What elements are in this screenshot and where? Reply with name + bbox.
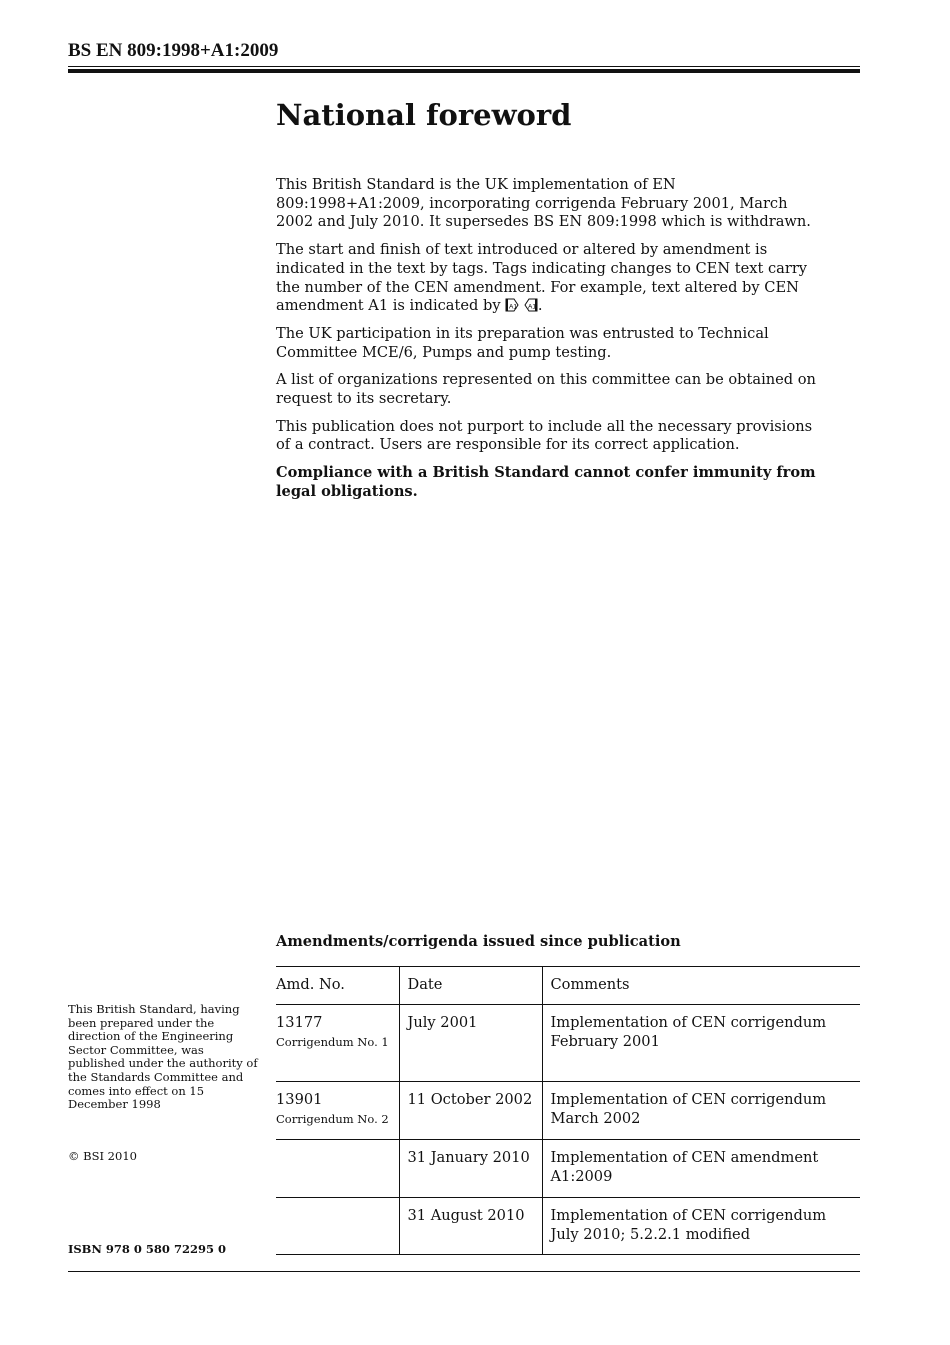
table-row bbox=[276, 1082, 860, 1140]
date-cell: 31 January 2010 bbox=[399, 1140, 542, 1198]
paragraph-tags-end: . bbox=[537, 297, 543, 315]
table-row bbox=[276, 1140, 860, 1198]
amd-no-cell bbox=[276, 1005, 399, 1082]
amendment-start-tag-icon bbox=[505, 298, 519, 312]
isbn: ISBN 978 0 580 72295 0 bbox=[68, 1242, 226, 1256]
amd-no-cell bbox=[276, 1140, 399, 1198]
paragraph-compliance: Compliance with a British Standard cannot confer immunity from legal obligations. bbox=[276, 464, 816, 500]
paragraph-tags-text: The start and finish of text introduced or altered by amendment is indicated in the text by tags. Tags indicating changes to CEN text carry the number of the CEN amendment. For example, text altered by CEN amendment A1 is indicated by bbox=[276, 241, 808, 315]
amendments-caption: Amendments/corrigenda issued since publication bbox=[276, 933, 681, 950]
paragraph-committee: The UK participation in its preparation was entrusted to Technical Committee MCE/6, Pumps and pump testing. bbox=[276, 324, 769, 361]
comments-cell: Implementation of CEN corrigendum July 2010; 5.2.2.1 modified bbox=[542, 1198, 860, 1255]
publication-note: This British Standard, having been prepared under the direction of the Engineering Sector Committee, was published under the authority of the Standards Committee and comes into effect on 15 December 1998 bbox=[68, 1002, 258, 1112]
footer-rule bbox=[68, 1271, 860, 1272]
paragraph-tags bbox=[276, 241, 824, 316]
amd-no: 13177 bbox=[276, 1014, 323, 1031]
date-cell: 11 October 2002 bbox=[399, 1082, 542, 1140]
amendment-end-tag-icon bbox=[524, 298, 538, 312]
table-row bbox=[276, 1005, 860, 1082]
paragraph-implementation: This British Standard is the UK implementation of EN 809:1998+A1:2009, incorporating corrigenda February 2001, March 2002 and July 2010. It supersedes BS EN 809:1998 which is withdrawn. bbox=[276, 176, 811, 231]
end-tag-label: A1 bbox=[527, 303, 536, 311]
header-rule-thin bbox=[68, 66, 860, 67]
header-rule-thick bbox=[68, 69, 860, 73]
header-date: Date bbox=[399, 967, 542, 1005]
header-comments: Comments bbox=[542, 967, 860, 1005]
amd-no-cell bbox=[276, 1082, 399, 1140]
start-tag-label: A1 bbox=[509, 303, 518, 311]
foreword-body bbox=[276, 176, 824, 511]
paragraph-contract: This publication does not purport to include all the necessary provisions of a contract. Users are responsible for its correct application. bbox=[276, 417, 813, 454]
header-amd-no: Amd. No. bbox=[276, 967, 399, 1005]
amd-sub: Corrigendum No. 1 bbox=[276, 1034, 389, 1049]
page-title: National foreword bbox=[276, 98, 572, 132]
comments-cell: Implementation of CEN corrigendum February 2001 bbox=[542, 1005, 860, 1082]
table-row bbox=[276, 1198, 860, 1255]
comments-cell: Implementation of CEN amendment A1:2009 bbox=[542, 1140, 860, 1198]
amd-no: 13901 bbox=[276, 1091, 323, 1108]
date-cell: July 2001 bbox=[399, 1005, 542, 1082]
table-header-row bbox=[276, 967, 860, 1005]
copyright: © BSI 2010 bbox=[68, 1149, 137, 1163]
amd-sub: Corrigendum No. 2 bbox=[276, 1111, 389, 1126]
amd-no-cell bbox=[276, 1198, 399, 1255]
standard-id: BS EN 809:1998+A1:2009 bbox=[68, 40, 279, 61]
amendments-table bbox=[276, 966, 860, 1255]
date-cell: 31 August 2010 bbox=[399, 1198, 542, 1255]
paragraph-organizations: A list of organizations represented on this committee can be obtained on request to its secretary. bbox=[276, 371, 816, 408]
comments-cell: Implementation of CEN corrigendum March 2002 bbox=[542, 1082, 860, 1140]
